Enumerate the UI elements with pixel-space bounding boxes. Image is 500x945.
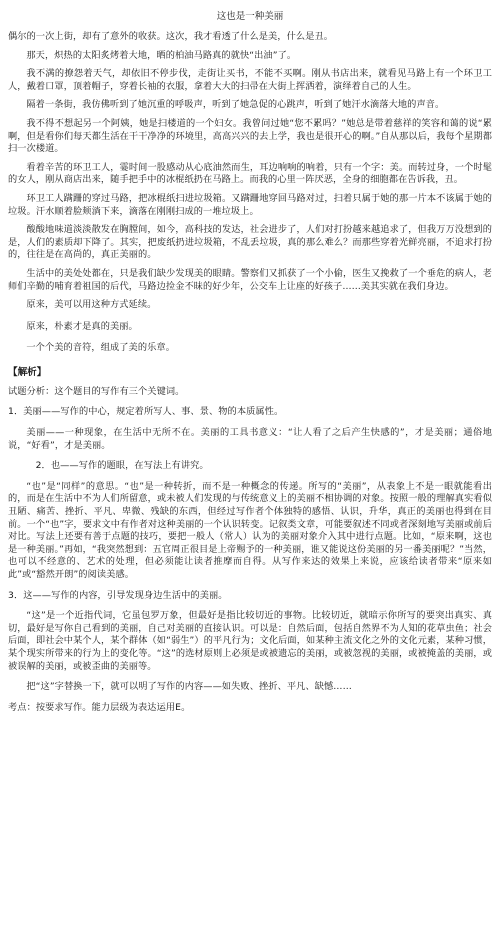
analysis-point-title: 1．美丽——写作的中心，规定着所写人、事、景、物的本质属性。 xyxy=(8,406,284,418)
analysis-section xyxy=(8,386,492,694)
essay-paragraph: 我不得不想起另一个阿姨，她是扫楼道的一个妇女。我曾问过她“您不累吗？”她总是带着慈祥的笑容和蔼的说“累啊，但是看你们每天都生活在干干净净的环境里，高高兴兴的去上学，我也是很开心的啊。”自从那以后，我每个星期都扫一次楼道。 xyxy=(8,117,492,155)
essay-paragraph: 一个个美的音符，组成了美的乐章。 xyxy=(26,342,175,354)
analysis-intro: 试题分析：这个题目的写作有三个关键词。 xyxy=(8,385,185,397)
essay-paragraph: 生活中的美处处都在，只是我们缺少发现美的眼睛。警察们又抓获了一个小偷，医生又挽救了一个垂危的病人，老师们辛勤的哺育着祖国的后代，马路边捡金不昧的好少年，公交车上让座的好孩子……美其实就在我们身边。 xyxy=(8,267,492,292)
essay-paragraph: 酸酸地味道淡淡散发在胸膛间，如今，高科技的发达，社会进步了，人们对打扮越来越追求了，但我万万没想到的是，人们的素质却下降了。其实，把废纸扔进垃圾箱，不乱丢垃圾，真的那么难么？而那些穿着光鲜亮丽，不追求打扮的，往往是在高尚的，真正美丽的。 xyxy=(8,224,492,261)
essay-body xyxy=(8,31,492,355)
analysis-heading: 【解析】 xyxy=(8,366,47,378)
analysis-point-body: “也”是“同样”的意思。“也”是一种转折，而不是一种概念的传递。所写的“美丽”，从表象上不是一眼就能看出的，而是在生活中不为人们所留意，或未被人们发现的与传统意义上的美丽不相协调的对象。按照一般的理解真实看似丑陋、痛苦、挫折、平凡、卑微、残缺的东西，但经过写作者个体独特的感悟、认识，升华，真正的美丽也得到在目前。一个“也”字，要求文中有作者对这种美丽的一个认识转变。记叙类文章，可能要叙述不同或者深刻地写美丽或前后对比。写法上还要有善于点题的技巧，要把一般人（常人）认为的美丽对象介入其中进行点题。比如，“原来啊，这也是一种美丽。”再如，“我突然想到：五官周正很目是上帝赐予的一种美丽，谁又能说这份美丽的另一番美丽呢？”当然，也可以不经意的、艺术的处理，但必须能让读者推摩而自得。从写作来达的效果上来说，应该给读者带来“原来如此”或“豁然开朗”的阅读美感。 xyxy=(8,480,492,580)
analysis-point-title: 2．也——写作的题眼，在写法上有讲究。 xyxy=(35,460,209,472)
essay-paragraph: 原来，朴素才是真的美丽。 xyxy=(26,320,138,332)
analysis-point-title: 3．这——写作的内容，引导发现身边生活中的美丽。 xyxy=(8,589,228,601)
essay-paragraph: 我不满的撩怨着天气，却依旧不停步伐，走街让买书，不能不买啊。刚从书店出来，就看见马路上有一个环卫工人，戴着口罩，顶着帽子，穿着长袖的衣服，拿着大大的扫帚在大街上挥洒着，演绎着自己的人生。 xyxy=(8,68,492,92)
analysis-point-body: “这”是一个近指代词，它虽包罗万象，但最好是指比较切近的事物。比较切近，就暗示你所写的要突出真实、真切，最好是写你自己看到的美丽，自己对美丽的直接认识。可以是：自然后面，包括自然界不为人知的花草虫鱼；社会后面，即社会中某个人，某个群体（如“弱生”）的平凡行为；文化后面，如某种主流文化之外的文化元素，某种习惯，某个现实所带来的行为上的变化等。“这”的选材原则上必须是或被遗忘的美丽，或被忽视的美丽，或被掩盖的美丽，或被误解的美丽，或被歪曲的美丽等。 xyxy=(8,610,492,672)
essay-paragraph: 隔着一条街，我仿佛听到了她沉重的呼吸声，听到了她急促的心跳声，听到了她汗水滴落大地的声音。 xyxy=(26,99,445,111)
essay-paragraph: 偶尔的一次上街，却有了意外的收获。这次，我才看透了什么是美，什么是丑。 xyxy=(8,31,334,42)
exam-point-footer: 考点：按要求写作。能力层级为表达运用E。 xyxy=(8,701,191,713)
analysis-point-body: 美丽——一种现象，在生活中无所不在。美丽的工具书意义：“让人看了之后产生快感的”，才是美丽；通俗地说，“好看”，才是美丽。 xyxy=(8,427,492,451)
essay-paragraph: 原来，美可以用这种方式延续。 xyxy=(26,299,157,311)
essay-paragraph: 看着辛苦的环卫工人，霎时间一股感动从心底油然而生，耳边响响的响着，只有一个字：美。而转过身，一个时髦的女人，刚从商店出来，随手把手中的冰棍纸扔在马路上。而我的心里一阵厌恶，全身的细胞都在告诉我，丑。 xyxy=(8,161,492,186)
analysis-summary: 把“这”字替换一下，就可以明了写作的内容——如失败、挫折、平凡、缺憾…… xyxy=(26,681,352,693)
essay-paragraph: 环卫工人蹒跚的穿过马路，把冰棍纸扫进垃圾箱。又蹒跚地穿回马路对过，扫着只属于她的那一片本不该属于她的垃圾。汗水顺着脸颊淌下来，滴落在刚刚扫成的一堆垃圾上。 xyxy=(8,192,492,217)
essay-title: 这也是一种美丽 xyxy=(216,11,284,22)
essay-paragraph: 那天，炽热的太阳炙烤着大地，晒的柏油马路真的就快“出油”了。 xyxy=(26,49,297,61)
